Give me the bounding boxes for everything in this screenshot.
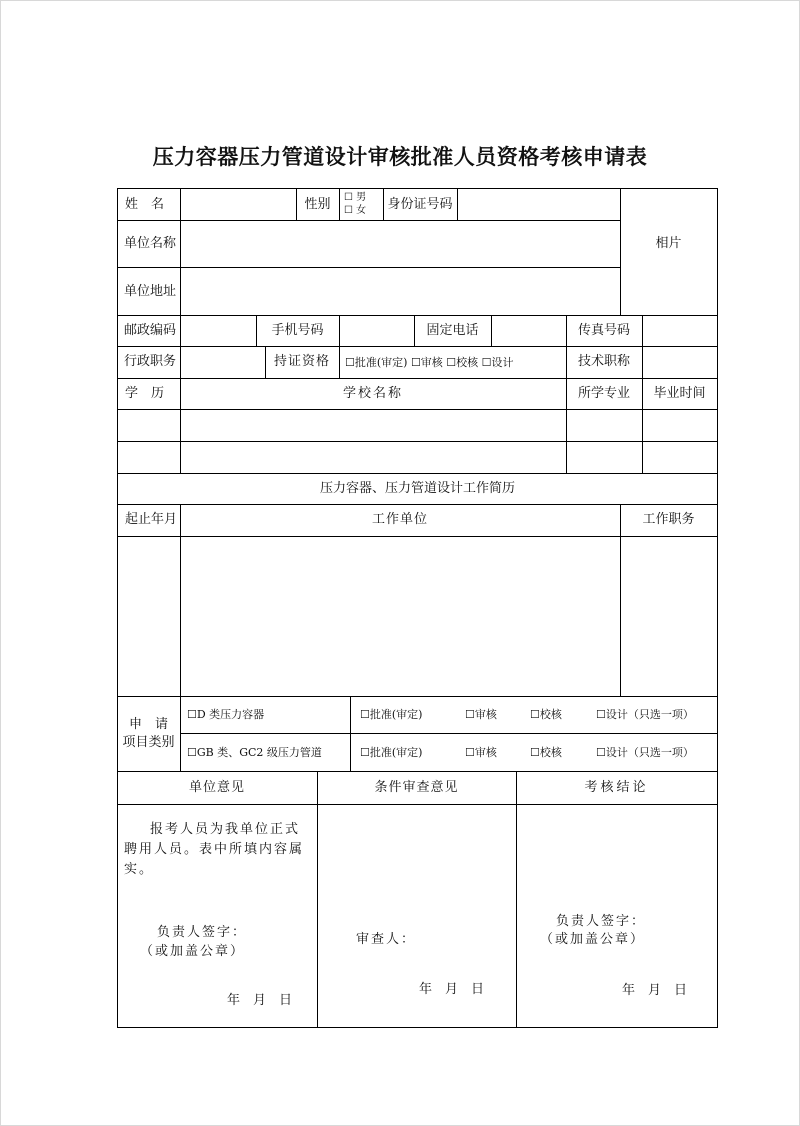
- row2-check-checkbox[interactable]: ☐校核: [530, 746, 562, 759]
- unit-signer-label: 负责人签字：: [157, 925, 248, 940]
- row-line: [117, 441, 718, 442]
- col-line: [642, 346, 643, 378]
- gender-male-checkbox[interactable]: ☐ 男: [344, 192, 367, 203]
- reviewer-label: 审查人：: [356, 932, 417, 947]
- period-label: 起止年月: [125, 512, 178, 527]
- col-line: [620, 504, 621, 696]
- name-label: 姓 名: [125, 197, 165, 212]
- school-name-label: 学校名称: [342, 386, 403, 401]
- row-line: [117, 771, 718, 772]
- graduation-label: 毕业时间: [653, 386, 706, 401]
- mobile-label: 手机号码: [271, 323, 324, 338]
- row2-design-checkbox[interactable]: ☐设计（只选一项）: [596, 746, 694, 759]
- conclusion-header: 考核结论: [584, 780, 649, 795]
- row1-design-checkbox[interactable]: ☐设计（只选一项）: [596, 708, 694, 721]
- admin-post-label: 行政职务: [124, 354, 177, 369]
- fax-label: 传真号码: [577, 323, 630, 338]
- col-line: [180, 504, 181, 771]
- col-line: [339, 188, 340, 220]
- row-line: [117, 409, 718, 410]
- row-line: [117, 315, 718, 316]
- col-line: [317, 771, 318, 1028]
- row-line: [180, 733, 718, 734]
- education-label: 学 历: [125, 386, 165, 401]
- row1-check-checkbox[interactable]: ☐校核: [530, 708, 562, 721]
- conclusion-date: 年 月 日: [622, 983, 688, 998]
- photo-label: 相片: [655, 236, 682, 251]
- unit-name-label: 单位名称: [124, 236, 177, 251]
- landline-label: 固定电话: [426, 323, 479, 338]
- conclusion-signer-label: 负责人签字：: [556, 914, 647, 929]
- review-opinion-header: 条件审查意见: [374, 780, 459, 795]
- col-line: [491, 315, 492, 346]
- col-line: [180, 188, 181, 473]
- gender-female-checkbox[interactable]: ☐ 女: [344, 205, 367, 216]
- col-line: [339, 315, 340, 346]
- row-line: [117, 536, 718, 537]
- row1-approve-checkbox[interactable]: ☐批准(审定): [360, 708, 423, 721]
- table-border-right: [717, 188, 718, 1028]
- major-label: 所学专业: [577, 386, 630, 401]
- row2-approve-checkbox[interactable]: ☐批准(审定): [360, 746, 423, 759]
- application-label-line1: 申 请: [128, 717, 168, 732]
- col-line: [516, 771, 517, 1028]
- row1-review-checkbox[interactable]: ☐审核: [465, 708, 497, 721]
- conclusion-seal-label: （或加盖公章）: [540, 932, 646, 947]
- table-border-bottom: [117, 1027, 718, 1028]
- gender-label: 性别: [304, 197, 331, 212]
- col-line: [457, 188, 458, 220]
- position-label: 工作职务: [642, 512, 695, 527]
- table-border-top: [117, 188, 718, 189]
- unit-date: 年 月 日: [227, 993, 293, 1008]
- unit-seal-label: （或加盖公章）: [140, 944, 246, 959]
- unit-opinion-header: 单位意见: [188, 780, 245, 795]
- row-line: [117, 220, 621, 221]
- category-d-vessel-checkbox[interactable]: ☐D 类压力容器: [187, 708, 265, 721]
- employer-label: 工作单位: [371, 512, 428, 527]
- row-line: [117, 696, 718, 697]
- row-line: [117, 378, 718, 379]
- review-date: 年 月 日: [419, 982, 485, 997]
- col-line: [339, 346, 340, 378]
- tech-title-label: 技术职称: [577, 354, 630, 369]
- category-gb-pipe-checkbox[interactable]: ☐GB 类、GC2 级压力管道: [187, 746, 322, 759]
- unit-statement: 报考人员为我单位正式聘用人员。表中所填内容属实。: [124, 822, 305, 877]
- row-line: [117, 473, 718, 474]
- row-line: [117, 804, 718, 805]
- row-line: [117, 267, 621, 268]
- row2-review-checkbox[interactable]: ☐审核: [465, 746, 497, 759]
- id-number-label: 身份证号码: [387, 197, 453, 212]
- table-border-left: [117, 188, 118, 1028]
- col-line: [350, 696, 351, 771]
- unit-address-label: 单位地址: [124, 284, 177, 299]
- col-line: [642, 315, 643, 346]
- resume-section-title: 压力容器、压力管道设计工作简历: [319, 481, 515, 496]
- cert-label: 持证资格: [273, 354, 330, 369]
- postal-code-label: 邮政编码: [124, 323, 177, 338]
- row-line: [117, 346, 718, 347]
- row-line: [117, 504, 718, 505]
- cert-options[interactable]: ☐批准(审定) ☐审核 ☐校核 ☐设计: [345, 356, 514, 369]
- application-label-line2: 项目类别: [122, 735, 175, 750]
- form-title: 压力容器压力管道设计审核批准人员资格考核申请表: [152, 145, 648, 169]
